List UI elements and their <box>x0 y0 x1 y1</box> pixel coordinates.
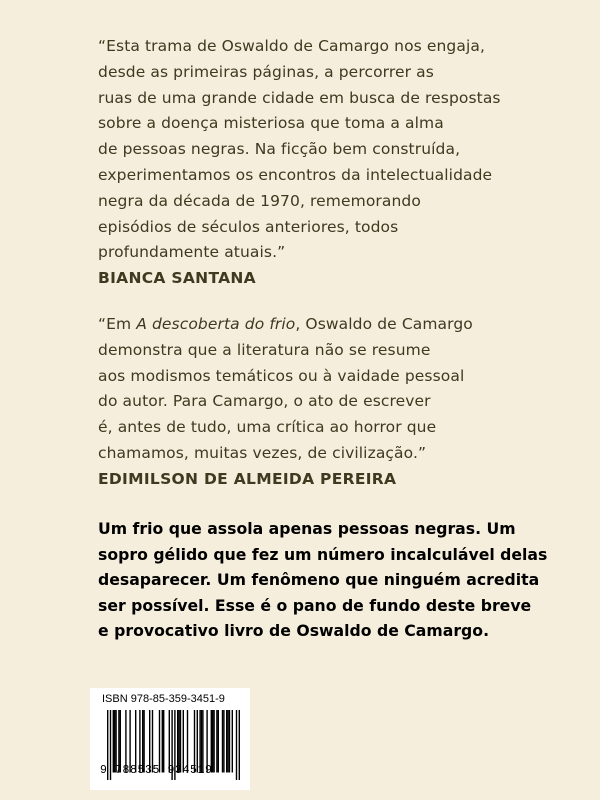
quote-author: EDIMILSON DE ALMEIDA PEREIRA <box>98 469 397 488</box>
quote-bianca-santana <box>98 34 538 292</box>
blurb-line: e provocativo livro de Oswaldo de Camargo. <box>98 621 490 641</box>
barcode-bar <box>239 710 240 780</box>
quote-line: ruas de uma grande cidade em busca de respostas <box>98 88 501 107</box>
barcode-bar <box>226 710 227 773</box>
quote-line: sobre a doença misteriosa que toma a alma <box>98 114 444 133</box>
quote-edimilson-pereira <box>98 312 538 493</box>
barcode-bar <box>222 710 223 773</box>
isbn-label: ISBN 978-85-359-3451-9 <box>102 693 225 705</box>
blurb-line: Um frio que assola apenas pessoas negras. Um <box>98 519 516 538</box>
quote-line-rest: , Oswaldo de Camargo <box>295 315 473 333</box>
book-blurb <box>98 516 548 644</box>
quote-line: desde as primeiras páginas, a percorrer as <box>98 62 434 81</box>
quote-line <box>98 312 538 338</box>
barcode-bar <box>232 710 233 773</box>
barcode-bar <box>236 710 237 780</box>
quote-line: aos modismos temáticos ou à vaidade pessoal <box>98 366 465 385</box>
barcode-bar <box>223 710 224 773</box>
quote-author: BIANCA SANTANA <box>98 269 256 288</box>
quote-line: do autor. Para Camargo, o ato de escrever <box>98 392 431 411</box>
blurb-line: desaparecer. Um fenômeno que ninguém acredita <box>98 570 540 590</box>
blurb-line: ser possível. Esse é o pano de fundo deste breve <box>98 595 532 615</box>
quote-line: “Esta trama de Oswaldo de Camargo nos engaja, <box>98 37 485 55</box>
quote-line: episódios de séculos anteriores, todos <box>98 217 399 236</box>
barcode-bar <box>229 710 230 773</box>
quote-line: demonstra que a literatura não se resume <box>98 340 431 359</box>
quote-line: chamamos, muitas vezes, de civilização.” <box>98 443 427 462</box>
quote-line: é, antes de tudo, uma crítica ao horror que <box>98 418 437 437</box>
isbn-barcode <box>90 688 250 790</box>
barcode-bar <box>213 710 214 773</box>
barcode-bar <box>218 710 219 773</box>
quote-open: “Em <box>98 315 137 333</box>
barcode-bar <box>216 710 217 773</box>
book-title: A descoberta do frio <box>136 315 296 333</box>
quote-line: negra da década de 1970, rememorando <box>98 191 421 210</box>
blurb-line: sopro gélido que fez um número incalculável delas <box>98 544 548 564</box>
barcode-bar <box>227 710 228 773</box>
quote-line: profundamente atuais.” <box>98 243 286 262</box>
isbn-digits: 9 788535 934519 <box>100 764 213 777</box>
quote-line: experimentamos os encontros da intelectualidade <box>98 165 493 184</box>
quote-line: de pessoas negras. Na ficção bem construída, <box>98 140 461 159</box>
